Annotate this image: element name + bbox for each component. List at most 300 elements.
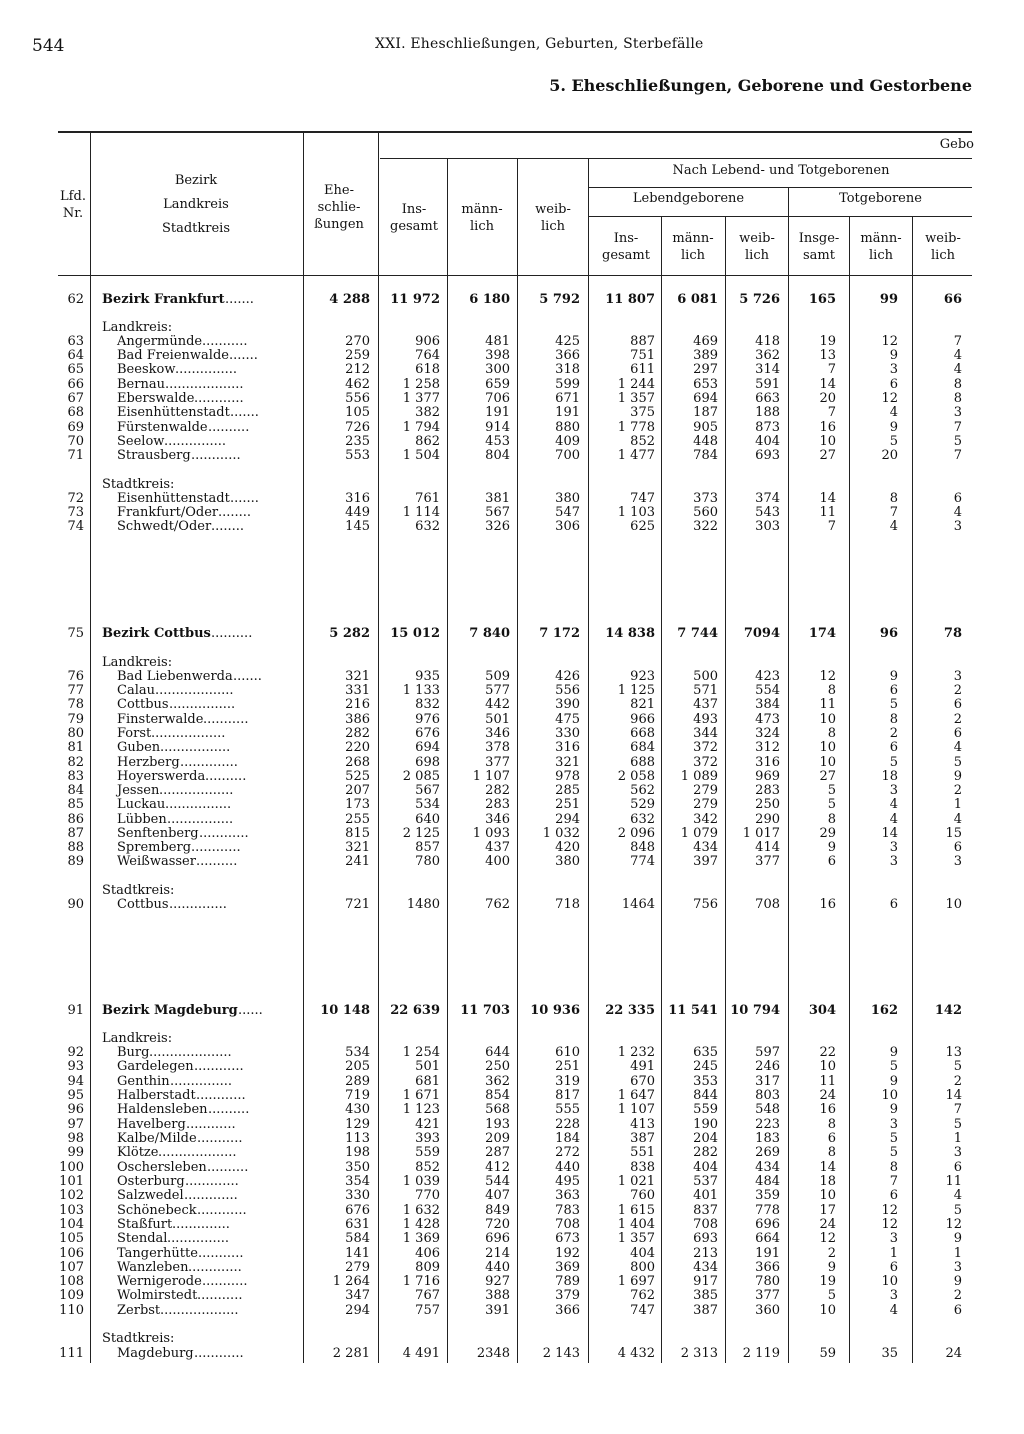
col-rule-6 <box>588 159 589 1363</box>
table-cell: 246 <box>755 1059 780 1074</box>
table-cell: 9 <box>953 1274 962 1289</box>
table-cell: 700 <box>555 448 580 463</box>
table-cell: 400 <box>485 854 510 869</box>
table-cell: 6 <box>889 1188 898 1203</box>
county-name: Oschersleben <box>117 1160 207 1175</box>
group-label: Landkreis: <box>102 1031 173 1046</box>
table-cell: 290 <box>755 812 780 827</box>
table-cell: 14 <box>945 1088 962 1103</box>
row-number: 69 <box>67 420 84 435</box>
table-cell: 809 <box>415 1260 440 1275</box>
section-title: 5. Eheschließungen, Geborene und Gestorbene <box>549 76 972 95</box>
row-number: 80 <box>67 726 84 741</box>
table-cell: 8 <box>889 1160 898 1175</box>
table-cell: 279 <box>345 1260 370 1275</box>
table-cell: 22 639 <box>390 1003 440 1018</box>
table-cell: 844 <box>693 1088 718 1103</box>
table-cell: 923 <box>630 669 655 684</box>
table-cell: 344 <box>693 726 718 741</box>
table-cell: 279 <box>693 783 718 798</box>
table-cell: 10 <box>881 1088 898 1103</box>
table-cell: 501 <box>485 712 510 727</box>
header-gebo: Gebo <box>939 137 974 152</box>
table-cell: 597 <box>755 1045 780 1060</box>
leader-dots: .................. <box>151 727 226 741</box>
table-cell: 767 <box>415 1288 440 1303</box>
leader-dots: .............. <box>172 1218 230 1232</box>
col-rule-3 <box>378 133 379 1363</box>
table-cell: 16 <box>819 1102 836 1117</box>
table-cell: 187 <box>693 405 718 420</box>
table-cell: 543 <box>755 505 780 520</box>
table-cell: 14 838 <box>605 626 655 641</box>
table-cell: 381 <box>485 491 510 506</box>
table-cell: 873 <box>755 420 780 435</box>
table-cell: 369 <box>555 1260 580 1275</box>
table-cell: 501 <box>415 1059 440 1074</box>
table-cell: 191 <box>755 1246 780 1261</box>
row-number: 88 <box>67 840 84 855</box>
table-cell: 326 <box>485 519 510 534</box>
table-cell: 778 <box>755 1203 780 1218</box>
table-cell: 708 <box>693 1217 718 1232</box>
table-cell: 3 <box>953 405 962 420</box>
table-cell: 342 <box>693 812 718 827</box>
table-cell: 442 <box>485 697 510 712</box>
county-name: Jessen <box>117 783 160 798</box>
table-cell: 10 <box>819 1059 836 1074</box>
table-cell: 420 <box>555 840 580 855</box>
table-cell: 19 <box>819 334 836 349</box>
leader-dots: .............. <box>180 756 238 770</box>
table-cell: 9 <box>889 348 898 363</box>
table-cell: 426 <box>555 669 580 684</box>
row-number: 103 <box>59 1203 84 1218</box>
table-cell: 1 258 <box>402 377 440 392</box>
table-cell: 7 <box>953 334 962 349</box>
table-cell: 14 <box>819 377 836 392</box>
row-number: 97 <box>67 1117 84 1132</box>
table-cell: 6 <box>953 697 962 712</box>
table-cell: 10 <box>819 1303 836 1318</box>
table-cell: 8 <box>827 726 836 741</box>
table-cell: 9 <box>889 669 898 684</box>
table-cell: 13 <box>819 348 836 363</box>
table-cell: 534 <box>345 1045 370 1060</box>
table-cell: 6 <box>889 683 898 698</box>
table-cell: 469 <box>693 334 718 349</box>
table-cell: 380 <box>555 854 580 869</box>
table-cell: 9 <box>889 420 898 435</box>
table-cell: 198 <box>345 1145 370 1160</box>
table-cell: 316 <box>345 491 370 506</box>
table-cell: 640 <box>415 812 440 827</box>
table-cell: 832 <box>415 697 440 712</box>
table-cell: 363 <box>555 1188 580 1203</box>
table-cell: 10 <box>819 740 836 755</box>
table-cell: 4 <box>953 348 962 363</box>
table-cell: 4 <box>953 740 962 755</box>
table-cell: 1 107 <box>617 1102 655 1117</box>
table-cell: 917 <box>693 1274 718 1289</box>
table-cell: 5 <box>889 1131 898 1146</box>
table-cell: 747 <box>630 491 655 506</box>
table-cell: 10 <box>819 1188 836 1203</box>
county-name: Guben <box>117 740 161 755</box>
table-cell: 849 <box>485 1203 510 1218</box>
table-cell: 556 <box>345 391 370 406</box>
table-cell: 407 <box>485 1188 510 1203</box>
table-cell: 412 <box>485 1160 510 1175</box>
table-cell: 3 <box>889 1288 898 1303</box>
table-cell: 391 <box>485 1303 510 1318</box>
table-cell: 10 <box>881 1274 898 1289</box>
table-cell: 183 <box>755 1131 780 1146</box>
leader-dots: ........... <box>202 335 248 349</box>
county-name: Zerbst <box>117 1303 161 1318</box>
table-cell: 5 <box>953 1117 962 1132</box>
table-cell: 389 <box>693 348 718 363</box>
table-cell: 6 <box>953 840 962 855</box>
table-cell: 1 232 <box>617 1045 655 1060</box>
table-cell: 1 615 <box>617 1203 655 1218</box>
table-cell: 5 <box>889 434 898 449</box>
table-cell: 783 <box>555 1203 580 1218</box>
leader-dots: .......... <box>196 855 238 869</box>
leader-dots: ............. <box>185 1175 239 1189</box>
leader-dots: ................... <box>158 1146 237 1160</box>
table-cell: 272 <box>555 1145 580 1160</box>
table-cell: 18 <box>819 1174 836 1189</box>
table-cell: 191 <box>485 405 510 420</box>
county-name: Kalbe/Milde <box>117 1131 197 1146</box>
table-cell: 491 <box>630 1059 655 1074</box>
table-cell: 551 <box>630 1145 655 1160</box>
header-lebend-maennlich: männ- lich <box>672 231 714 263</box>
table-cell: 560 <box>693 505 718 520</box>
table-cell: 314 <box>755 362 780 377</box>
table-cell: 1 103 <box>617 505 655 520</box>
leader-dots: .......... <box>208 1103 250 1117</box>
table-cell: 8 <box>889 491 898 506</box>
table-cell: 188 <box>755 405 780 420</box>
table-cell: 815 <box>345 826 370 841</box>
table-cell: 8 <box>953 377 962 392</box>
table-cell: 774 <box>630 854 655 869</box>
table-cell: 854 <box>485 1088 510 1103</box>
row-number: 78 <box>67 697 84 712</box>
table-cell: 282 <box>693 1145 718 1160</box>
table-cell: 14 <box>881 826 898 841</box>
table-cell: 762 <box>485 897 510 912</box>
row-number: 75 <box>67 626 84 641</box>
leader-dots: ....... <box>230 492 259 506</box>
table-cell: 1 039 <box>402 1174 440 1189</box>
table-cell: 250 <box>755 797 780 812</box>
table-cell: 7 <box>827 405 836 420</box>
leader-dots: ............ <box>186 1118 236 1132</box>
table-cell: 223 <box>755 1117 780 1132</box>
table-cell: 300 <box>485 362 510 377</box>
table-cell: 1 647 <box>617 1088 655 1103</box>
table-cell: 11 972 <box>390 292 440 307</box>
table-cell: 817 <box>555 1088 580 1103</box>
table-cell: 362 <box>485 1074 510 1089</box>
county-name: Salzwedel <box>117 1188 184 1203</box>
header-maennlich: männ- lich <box>461 202 503 234</box>
table-cell: 437 <box>485 840 510 855</box>
table-cell: 706 <box>485 391 510 406</box>
leader-dots: ............ <box>194 392 244 406</box>
leader-dots: .......... <box>208 421 250 435</box>
table-cell: 10 <box>819 712 836 727</box>
leader-dots: ............... <box>175 363 237 377</box>
table-cell: 8 <box>953 391 962 406</box>
table-cell: 553 <box>345 448 370 463</box>
leader-dots: .................... <box>149 1046 232 1060</box>
table-cell: 404 <box>630 1246 655 1261</box>
table-cell: 5 <box>889 697 898 712</box>
table-cell: 440 <box>555 1160 580 1175</box>
table-cell: 1 133 <box>402 683 440 698</box>
table-cell: 13 <box>945 1045 962 1060</box>
table-cell: 386 <box>345 712 370 727</box>
table-cell: 214 <box>485 1246 510 1261</box>
county-name: Eberswalde <box>117 391 195 406</box>
table-cell: 366 <box>755 1260 780 1275</box>
table-cell: 421 <box>415 1117 440 1132</box>
leader-dots: ........ <box>211 520 245 534</box>
row-number: 82 <box>67 755 84 770</box>
table-cell: 3 <box>953 1145 962 1160</box>
table-cell: 378 <box>485 740 510 755</box>
table-cell: 5 282 <box>329 626 370 641</box>
table-cell: 3 <box>889 362 898 377</box>
row-number: 85 <box>67 797 84 812</box>
leader-dots: ....... <box>229 349 258 363</box>
table-cell: 568 <box>485 1102 510 1117</box>
county-name: Finsterwalde <box>117 712 204 727</box>
leader-dots: ............ <box>191 841 241 855</box>
table-cell: 251 <box>555 797 580 812</box>
table-cell: 425 <box>555 334 580 349</box>
table-cell: 1 114 <box>402 505 440 520</box>
table-cell: 1 107 <box>472 769 510 784</box>
table-cell: 379 <box>555 1288 580 1303</box>
col-rule-1 <box>90 133 91 1363</box>
table-cell: 1 244 <box>617 377 655 392</box>
row-number: 68 <box>67 405 84 420</box>
table-cell: 12 <box>881 1217 898 1232</box>
county-name: Wernigerode <box>117 1274 202 1289</box>
table-cell: 14 <box>819 1160 836 1175</box>
district-name: Bezirk Magdeburg <box>102 1003 238 1018</box>
table-cell: 473 <box>755 712 780 727</box>
table-cell: 321 <box>345 669 370 684</box>
table-cell: 4 491 <box>402 1346 440 1361</box>
table-cell: 719 <box>345 1088 370 1103</box>
table-cell: 192 <box>555 1246 580 1261</box>
leader-dots: ............ <box>196 1089 246 1103</box>
table-cell: 1 264 <box>332 1274 370 1289</box>
table-cell: 2348 <box>476 1346 510 1361</box>
table-cell: 756 <box>693 897 718 912</box>
header-tot-maennlich: männ- lich <box>860 231 902 263</box>
table-cell: 377 <box>755 1288 780 1303</box>
table-cell: 2 313 <box>680 1346 718 1361</box>
table-cell: 15 <box>945 826 962 841</box>
table-cell: 6 <box>889 740 898 755</box>
leader-dots: ...... <box>238 1004 263 1018</box>
leader-dots: ............... <box>164 435 226 449</box>
table-cell: 362 <box>755 348 780 363</box>
table-cell: 11 807 <box>605 292 655 307</box>
table-cell: 27 <box>819 448 836 463</box>
table-cell: 673 <box>555 1231 580 1246</box>
table-cell: 631 <box>345 1217 370 1232</box>
table-cell: 287 <box>485 1145 510 1160</box>
row-number: 109 <box>59 1288 84 1303</box>
table-cell: 20 <box>819 391 836 406</box>
leader-dots: ................... <box>160 1304 239 1318</box>
table-cell: 500 <box>693 669 718 684</box>
table-cell: 453 <box>485 434 510 449</box>
header-bottom-rule <box>58 275 972 276</box>
table-cell: 653 <box>693 377 718 392</box>
table-cell: 1 357 <box>617 391 655 406</box>
row-number: 71 <box>67 448 84 463</box>
leader-dots: .................. <box>159 784 234 798</box>
table-cell: 966 <box>630 712 655 727</box>
table-cell: 318 <box>555 362 580 377</box>
county-name: Burg <box>117 1045 150 1060</box>
table-cell: 493 <box>693 712 718 727</box>
leader-dots: ........... <box>203 713 249 727</box>
table-cell: 2 281 <box>332 1346 370 1361</box>
table-cell: 905 <box>693 420 718 435</box>
table-cell: 571 <box>693 683 718 698</box>
table-cell: 803 <box>755 1088 780 1103</box>
table-cell: 319 <box>555 1074 580 1089</box>
county-name: Tangerhütte <box>117 1246 198 1261</box>
table-cell: 11 541 <box>668 1003 718 1018</box>
table-cell: 764 <box>415 348 440 363</box>
leader-dots: ................. <box>160 741 231 755</box>
county-name: Fürstenwalde <box>117 420 208 435</box>
table-cell: 279 <box>693 797 718 812</box>
table-cell: 4 <box>953 1188 962 1203</box>
table-cell: 22 <box>819 1045 836 1060</box>
table-cell: 4 <box>889 812 898 827</box>
table-cell: 611 <box>630 362 655 377</box>
group-label: Stadtkreis: <box>102 477 175 492</box>
table-cell: 12 <box>819 1231 836 1246</box>
county-name: Wolmirstedt <box>117 1288 198 1303</box>
table-cell: 1 <box>953 1246 962 1261</box>
table-cell: 1 254 <box>402 1045 440 1060</box>
col-rule-5 <box>517 159 518 1363</box>
table-cell: 721 <box>345 897 370 912</box>
table-cell: 694 <box>693 391 718 406</box>
table-cell: 245 <box>693 1059 718 1074</box>
header-eheschliessungen: Ehe- schlie- ßungen <box>314 183 364 232</box>
county-name: Schwedt/Oder <box>117 519 212 534</box>
table-cell: 268 <box>345 755 370 770</box>
district-name: Bezirk Cottbus <box>102 626 211 641</box>
row-number: 102 <box>59 1188 84 1203</box>
table-cell: 2 058 <box>617 769 655 784</box>
table-cell: 5 <box>889 755 898 770</box>
table-cell: 694 <box>415 740 440 755</box>
table-cell: 567 <box>415 783 440 798</box>
table-cell: 4 288 <box>329 292 370 307</box>
table-cell: 7 <box>827 519 836 534</box>
leader-dots: .............. <box>169 898 227 912</box>
table-cell: 434 <box>693 840 718 855</box>
county-name: Bad Liebenwerda <box>117 669 233 684</box>
county-name: Magdeburg <box>117 1346 194 1361</box>
leader-dots: ........... <box>202 1275 248 1289</box>
table-cell: 220 <box>345 740 370 755</box>
header-totgeborene: Totgeborene <box>839 191 922 206</box>
table-cell: 537 <box>693 1174 718 1189</box>
table-cell: 35 <box>881 1346 898 1361</box>
table-cell: 418 <box>755 334 780 349</box>
table-cell: 8 <box>827 812 836 827</box>
county-name: Havelberg <box>117 1117 186 1132</box>
leader-dots: ............ <box>191 449 241 463</box>
row-number: 79 <box>67 712 84 727</box>
col-rule-4 <box>447 159 448 1363</box>
table-cell: 11 <box>819 505 836 520</box>
table-cell: 377 <box>755 854 780 869</box>
table-cell: 10 936 <box>530 1003 580 1018</box>
leader-dots: ....... <box>225 293 254 307</box>
table-cell: 3 <box>953 519 962 534</box>
row-number: 93 <box>67 1059 84 1074</box>
row-number: 91 <box>67 1003 84 1018</box>
table-cell: 22 335 <box>605 1003 655 1018</box>
table-cell: 1464 <box>621 897 655 912</box>
table-cell: 145 <box>345 519 370 534</box>
row-number: 96 <box>67 1102 84 1117</box>
table-cell: 165 <box>808 292 836 307</box>
table-cell: 1 369 <box>402 1231 440 1246</box>
row-number: 107 <box>59 1260 84 1275</box>
row-number: 77 <box>67 683 84 698</box>
row-number: 83 <box>67 769 84 784</box>
table-cell: 5 792 <box>539 292 580 307</box>
table-cell: 385 <box>693 1288 718 1303</box>
header-tot-weiblich: weib- lich <box>925 231 961 263</box>
table-cell: 303 <box>755 519 780 534</box>
table-cell: 2 <box>953 783 962 798</box>
table-cell: 684 <box>630 740 655 755</box>
table-cell: 11 <box>945 1174 962 1189</box>
table-cell: 751 <box>630 348 655 363</box>
county-name: Genthin <box>117 1074 170 1089</box>
table-cell: 105 <box>345 405 370 420</box>
table-cell: 350 <box>345 1160 370 1175</box>
row-number: 84 <box>67 783 84 798</box>
table-cell: 10 <box>819 434 836 449</box>
table-cell: 7 <box>889 1174 898 1189</box>
leader-dots: ................ <box>167 813 234 827</box>
leader-dots: ............. <box>188 1261 242 1275</box>
table-cell: 5 <box>827 1288 836 1303</box>
table-cell: 708 <box>555 1217 580 1232</box>
table-cell: 24 <box>819 1217 836 1232</box>
